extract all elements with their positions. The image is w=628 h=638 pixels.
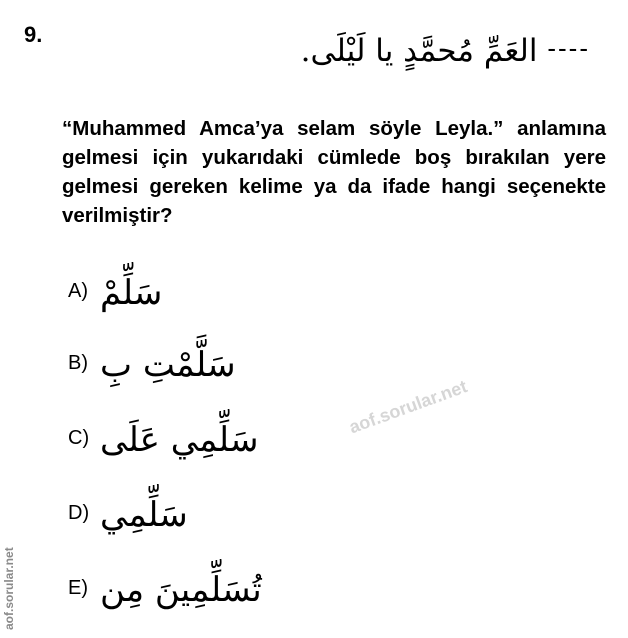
option-d-letter: D) <box>68 502 90 524</box>
answer-blank: ---- <box>547 33 590 63</box>
option-a[interactable] <box>68 268 368 318</box>
arabic-sentence <box>44 26 604 73</box>
option-b-letter: B) <box>68 352 88 374</box>
option-a-letter: A) <box>68 280 88 302</box>
option-e[interactable] <box>68 565 368 615</box>
option-a-text: سَلِّمْ <box>100 273 163 313</box>
option-b[interactable] <box>68 340 368 390</box>
watermark-center: aof.sorular.net <box>346 376 470 438</box>
watermark-side: aof.sorular.net <box>2 547 16 630</box>
option-d[interactable] <box>68 490 368 540</box>
option-e-text: تُسَلِّمِينَ مِن <box>100 570 262 610</box>
question-text: “Muhammed Amca’ya selam söyle Leyla.” anlamına gelmesi için yukarıdaki cümlede boş bırakılan yere gelmesi gereken kelime ya da ifade hangi seçenekte verilmiştir? <box>62 117 606 227</box>
option-d-text: سَلِّمِي <box>100 495 188 535</box>
option-c-text: سَلِّمِي عَلَى <box>100 420 259 460</box>
option-c[interactable] <box>68 415 368 465</box>
question-number: 9. <box>24 22 43 47</box>
option-e-letter: E) <box>68 577 88 599</box>
option-b-text: سَلَّمْتِ بِ <box>100 345 236 385</box>
option-c-letter: C) <box>68 427 90 449</box>
arabic-sentence-text: العَمِّ مُحمَّدٍ يا لَيْلَى. <box>300 33 538 69</box>
